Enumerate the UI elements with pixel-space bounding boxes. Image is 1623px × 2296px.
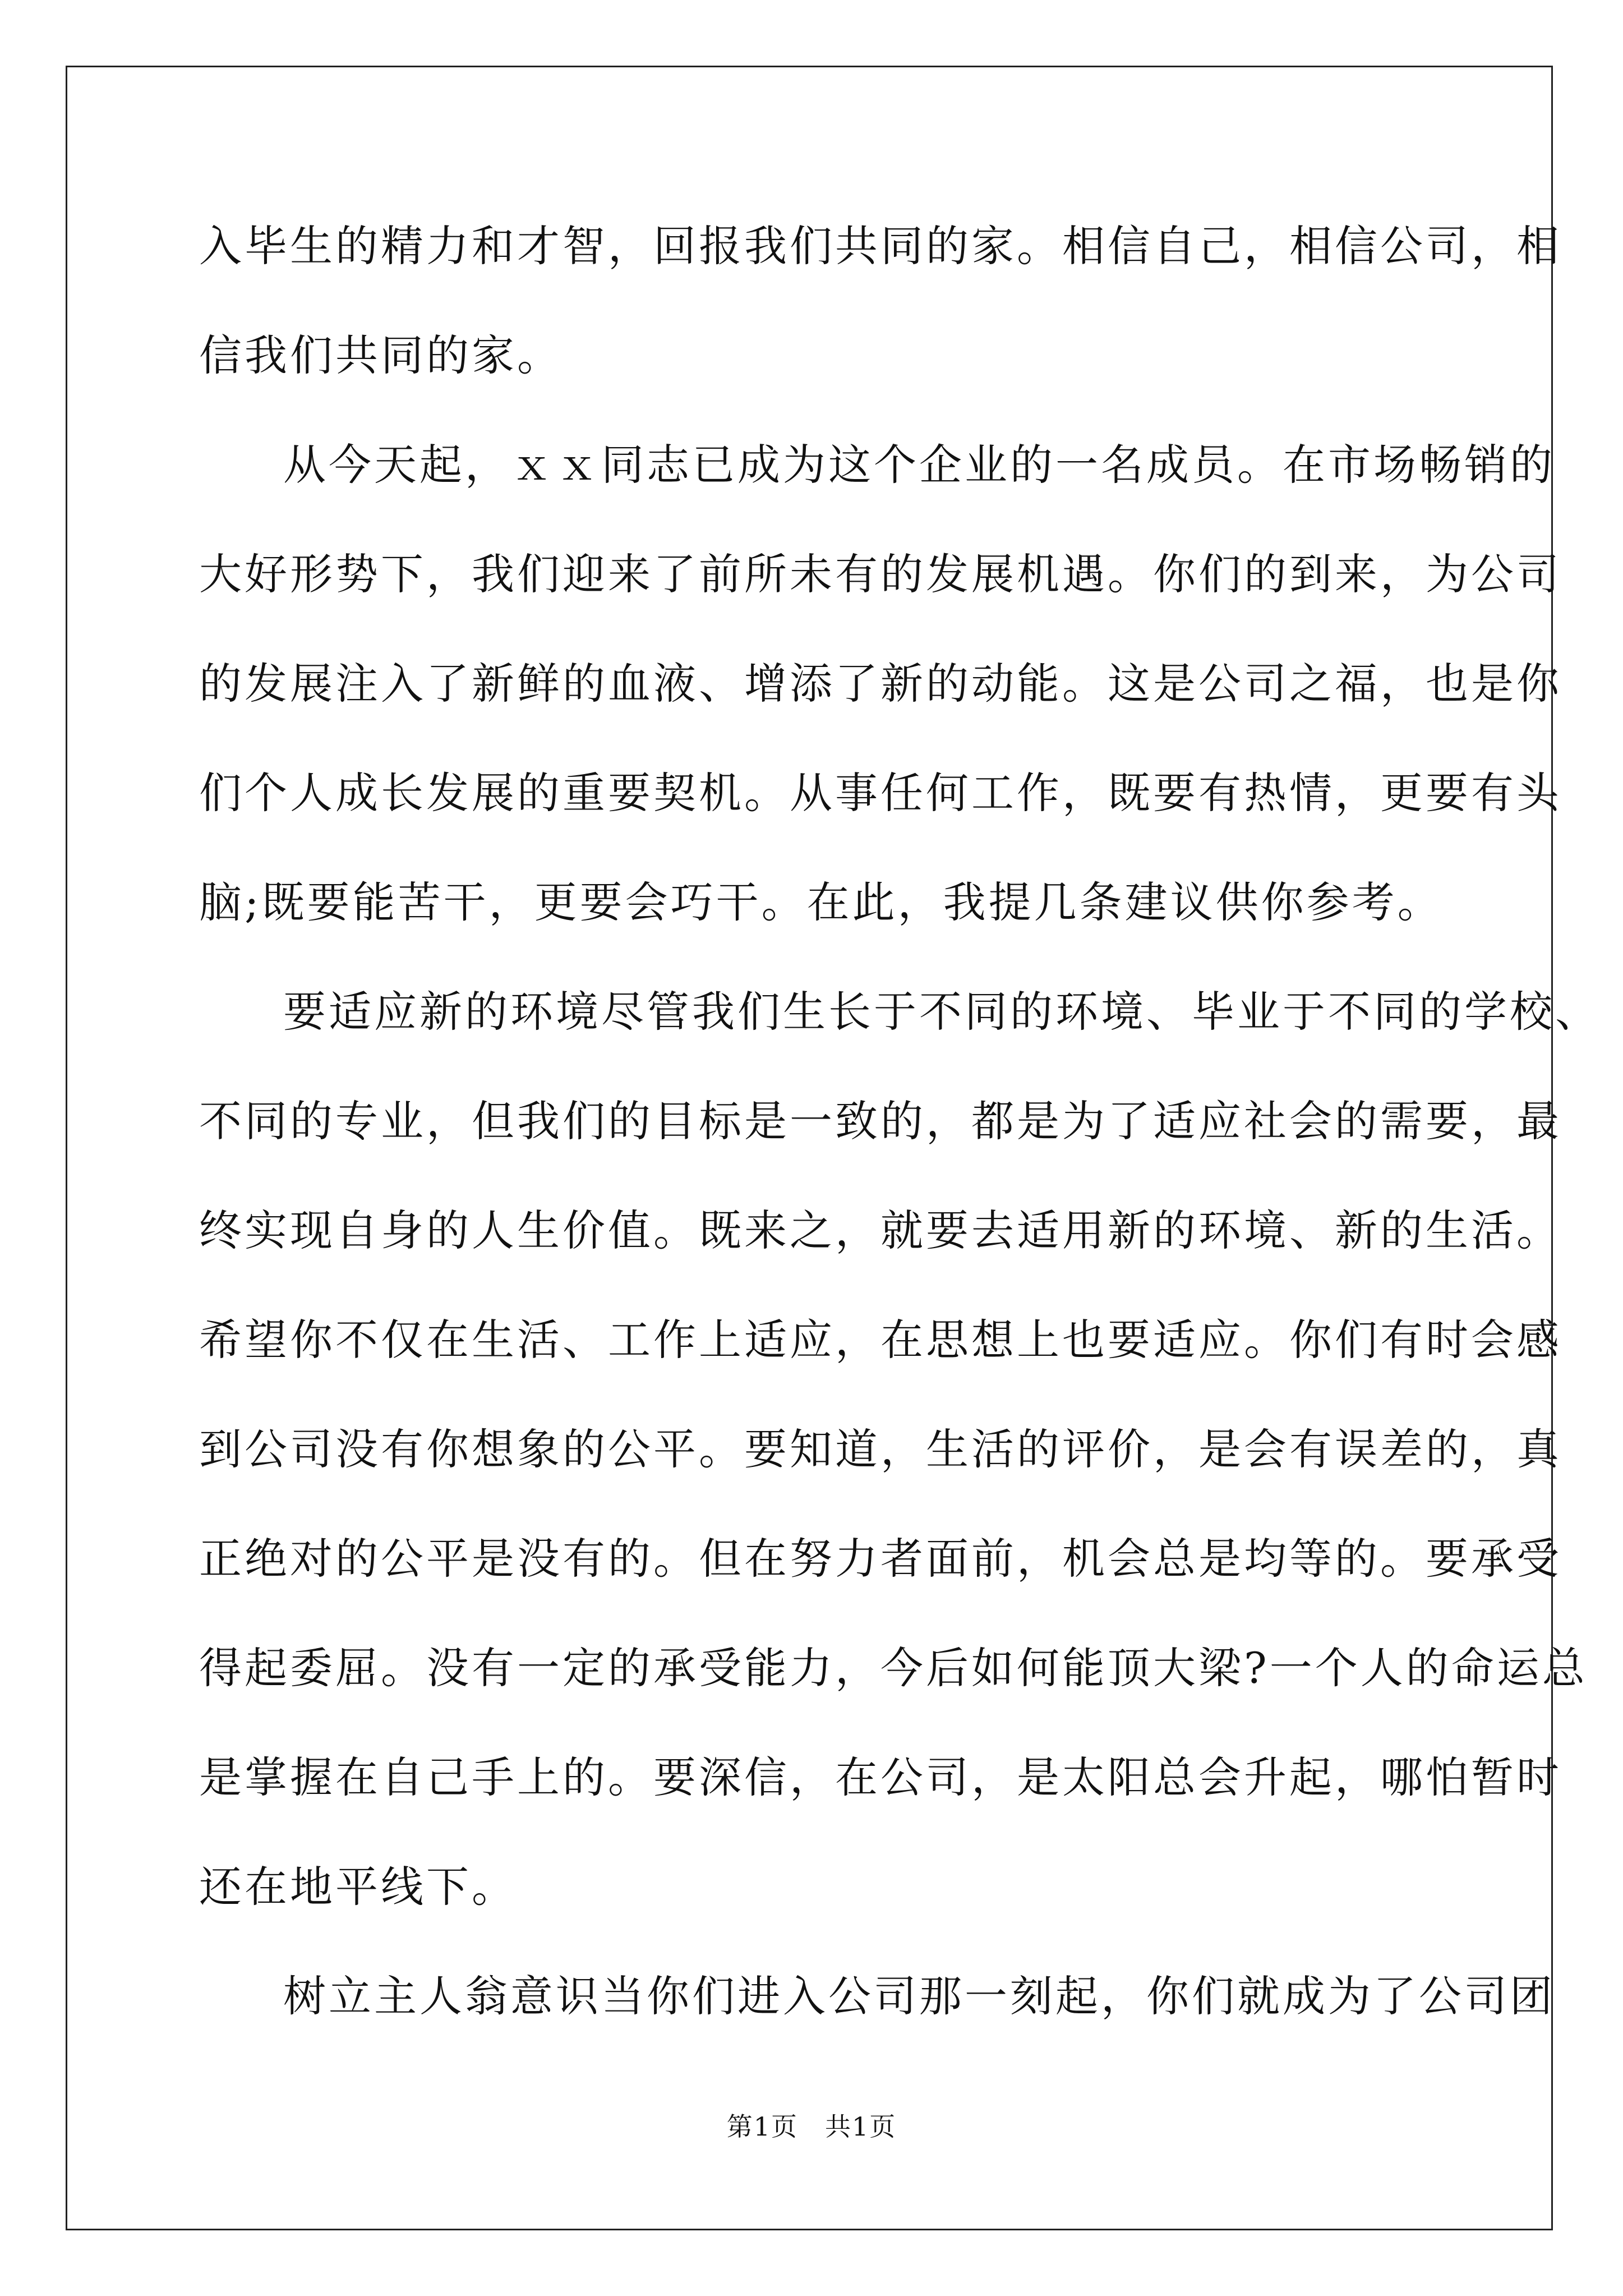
text-line: 入毕生的精力和才智，回报我们共同的家。相信自己，相信公司，相 [199,221,1562,271]
text-line: 脑;既要能苦干，更要会巧干。在此，我提几条建议供你参考。 [199,877,1443,927]
page-footer: 第1页 共1页 [726,2111,897,2142]
text-line: 终实现自身的人生价值。既来之，就要去适用新的环境、新的生活。 [199,1205,1562,1255]
text-line: 到公司没有你想象的公平。要知道，生活的评价，是会有误差的，真 [199,1424,1562,1474]
text-line: 正绝对的公平是没有的。但在努力者面前，机会总是均等的。要承受 [199,1534,1562,1584]
text-line: 是掌握在自己手上的。要深信，在公司，是太阳总会升起，哪怕暂时 [199,1752,1562,1802]
text-line: 还在地平线下。 [199,1862,517,1912]
text-line: 信我们共同的家。 [199,330,562,380]
document-body [199,215,1601,2075]
text-line: 希望你不仅在生活、工作上适应，在思想上也要适应。你们有时会感 [199,1315,1562,1365]
text-line: 不同的专业，但我们的目标是一致的，都是为了适应社会的需要，最 [199,1096,1562,1146]
paragraph-start-line: 要适应新的环境尽管我们生长于不同的环境、毕业于不同的学校、 [283,987,1601,1037]
text-line: 大好形势下，我们迎来了前所未有的发展机遇。你们的到来，为公司 [199,549,1562,599]
paragraph-start-line: 从今天起，ｘｘ同志已成为这个企业的一名成员。在市场畅销的 [283,440,1555,490]
text-line: 的发展注入了新鲜的血液、增添了新的动能。这是公司之福，也是你 [199,659,1562,708]
paragraph-start-line: 树立主人翁意识当你们进入公司那一刻起，你们就成为了公司团 [283,1971,1555,2021]
text-line: 们个人成长发展的重要契机。从事任何工作，既要有热情，更要有头 [199,768,1562,818]
text-line: 得起委屈。没有一定的承受能力，今后如何能顶大梁?一个人的命运总 [199,1643,1588,1693]
